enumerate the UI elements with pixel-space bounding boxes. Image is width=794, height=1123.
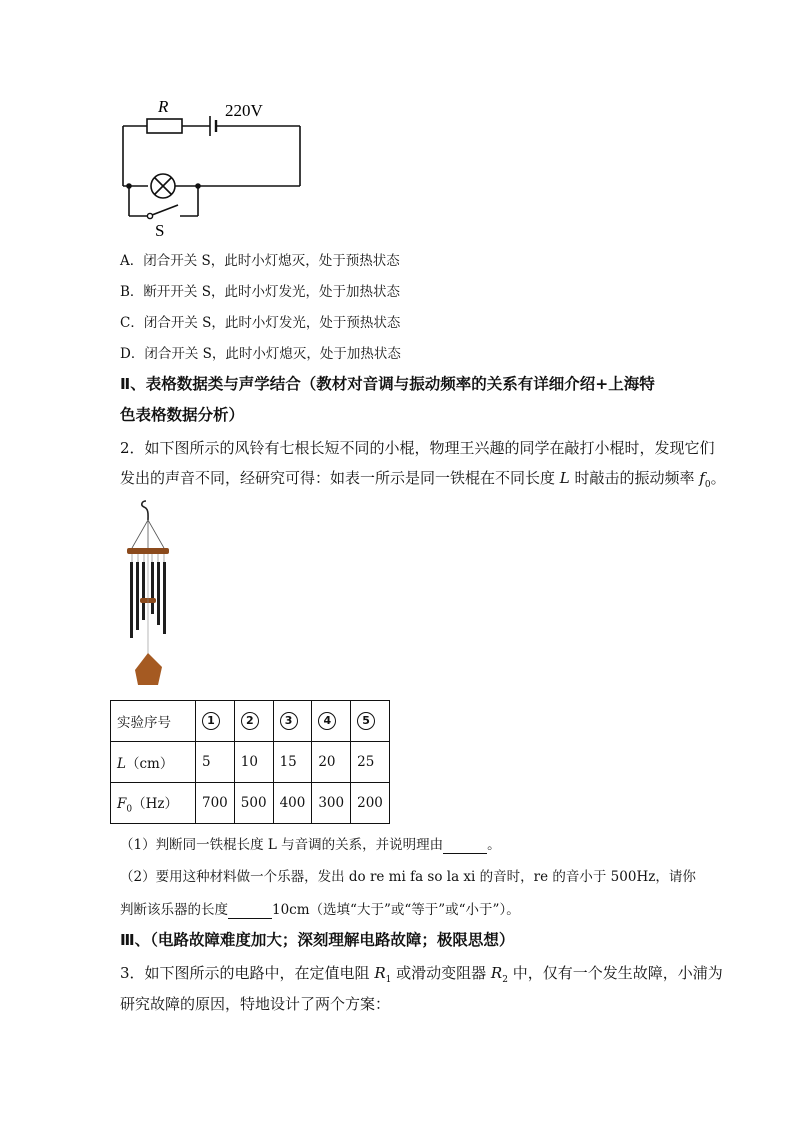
frequency-value: 700 [196,783,235,824]
frequency-value: 400 [273,783,312,824]
chime-tube [130,562,133,638]
q3-line2: 研究故障的原因，特地设计了两个方案： [120,995,391,1013]
sub-question-2-line2: 判断该乐器的长度 10cm（选填“大于”或“等于”或“小于”）。 [120,902,520,918]
switch-contact [147,213,152,218]
switch-label: S [155,221,165,240]
chime-tube [142,562,145,620]
circuit-diagram [110,90,320,240]
chime-tube [163,562,166,634]
chime-tube [151,562,154,614]
chime-top-plate [127,548,169,554]
trial-1: 1 [196,701,235,742]
section-2-title-line2: 色表格数据分析） [120,406,245,424]
sub-question-2-line1: （2）要用这种材料做一个乐器，发出 do re mi fa so la xi 的音时，re 的音小于 500Hz，请你 [120,869,696,885]
answer-blank[interactable] [228,902,272,919]
resistor [147,119,182,133]
trial-5: 5 [351,701,390,742]
chime-sail [135,653,162,685]
chime-tube [136,562,139,630]
q3-line1: 3．如下图所示的电路中，在定值电阻 $R_1$ 或滑动变阻器 $R_2$ 中，仅有一个发生故障，小浦为 [120,964,723,985]
switch-blade [152,205,178,215]
chime-tube [157,562,160,625]
junction-left [126,183,132,189]
length-value: 5 [196,742,235,783]
data-table [110,700,390,824]
section-3-title: Ⅲ、（电路故障难度加大；深刻理解电路故障；极限思想） [120,931,515,949]
table-row-header [111,701,390,742]
row-label-length: L（cm） [111,742,196,783]
wind-chime-image [118,495,178,685]
length-value: 20 [312,742,351,783]
table-row-length [111,742,390,783]
option-b: B．断开开关 S，此时小灯发光，处于加热状态 [120,284,400,300]
option-d: D．闭合开关 S，此时小灯熄灭，处于加热状态 [120,346,401,362]
option-c: C．闭合开关 S，此时小灯发光，处于预热状态 [120,315,401,331]
sub-question-1: （1）判断同一铁棍长度 L 与音调的关系，并说明理由 。 [120,837,501,853]
length-value: 25 [351,742,390,783]
length-value: 10 [234,742,273,783]
voltage-label: 220V [225,101,263,120]
trial-3: 3 [273,701,312,742]
answer-blank[interactable] [443,837,487,854]
frequency-value: 200 [351,783,390,824]
row-label-frequency: $F_0(Hz)$ [111,783,196,824]
trial-2: 2 [234,701,273,742]
section-2-title-line1: Ⅱ、表格数据类与声学结合（教材对音调与振动频率的关系有详细介绍+上海特 [120,375,655,393]
resistor-label: R [158,97,169,116]
length-value: 15 [273,742,312,783]
q2-line2: 发出的声音不同，经研究可得：如表一所示是同一铁棍在不同长度 L 时敲击的振动频率 $f_0$。 [120,469,726,490]
table-row-frequency [111,783,390,824]
option-a: A．闭合开关 S，此时小灯熄灭，处于预热状态 [120,253,400,269]
frequency-value: 500 [234,783,273,824]
trial-4: 4 [312,701,351,742]
header-label: 实验序号 [111,701,196,742]
junction-right [195,183,201,189]
q2-line1: 2．如下图所示的风铃有七根长短不同的小棍，物理王兴趣的同学在敲打小棍时，发现它们 [120,439,715,457]
frequency-value: 300 [312,783,351,824]
